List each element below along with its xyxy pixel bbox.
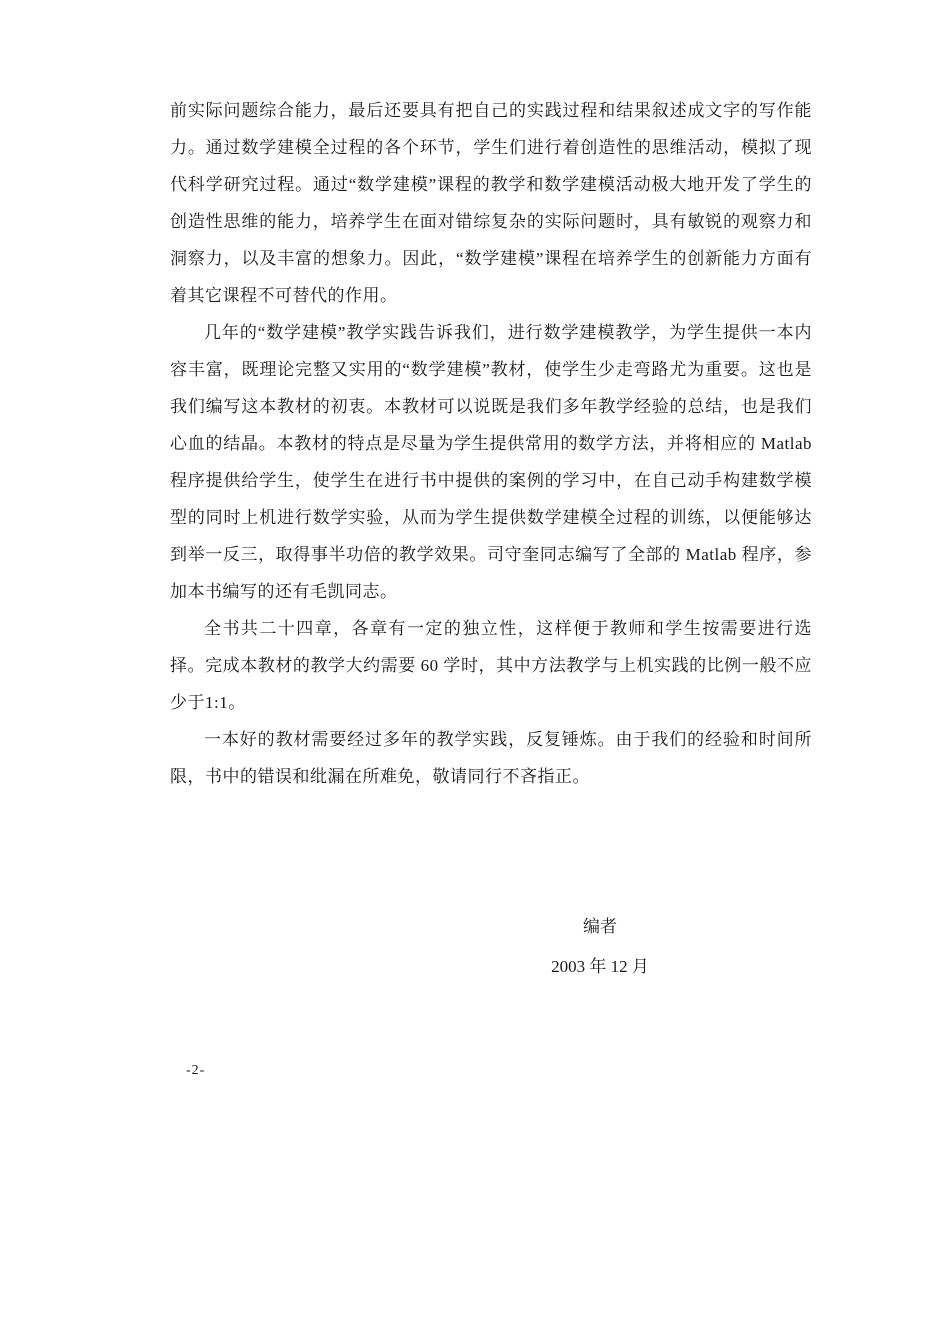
paragraph-1: 前实际问题综合能力，最后还要具有把自己的实践过程和结果叙述成文字的写作能力。通过数学建模全过程的各个环节，学生们进行着创造性的思维活动，模拟了现代科学研究过程。通过“数学建模”课程的教学和数学建模活动极大地开发了学生的创造性思维的能力，培养学生在面对错综复杂的实际问题时，具有敏锐的观察力和洞察力，以及丰富的想象力。因此，“数学建模”课程在培养学生的创新能力方面有着其它课程不可替代的作用。: [170, 101, 812, 305]
paragraph-2: 几年的“数学建模”教学实践告诉我们，进行数学建模教学，为学生提供一本内容丰富，既理论完整又实用的“数学建模”教材，使学生少走弯路尤为重要。这也是我们编写这本教材的初衷。本教材可以说既是我们多年教学经验的总结，也是我们心血的结晶。本教材的特点是尽量为学生提供常用的数学方法，并将相应的 Matlab 程序提供给学生，使学生在进行书中提供的案例的学习中，在自己动手构建数学模型的同时上机进行数学实验，从而为学生提供数学建模全过程的训练，以便能够达到举一反三，取得事半功倍的教学效果。司守奎同志编写了全部的 Matlab 程序，参加本书编写的还有毛凯同志。: [170, 323, 812, 601]
signature-date: 2003 年 12 月: [551, 957, 649, 976]
signature-block: [500, 907, 700, 987]
paragraph-4: 一本好的教材需要经过多年的教学实践，反复锤炼。由于我们的经验和时间所限，书中的错误和纰漏在所难免，敬请同行不吝指正。: [170, 730, 812, 786]
page-body: [170, 92, 812, 987]
author-signature: 编者: [583, 917, 617, 936]
paragraph-3: 全书共二十四章，各章有一定的独立性，这样便于教师和学生按需要进行选择。完成本教材的教学大约需要 60 学时，其中方法教学与上机实践的比例一般不应少于1:1。: [170, 619, 812, 712]
page-number: -2-: [186, 1063, 206, 1078]
